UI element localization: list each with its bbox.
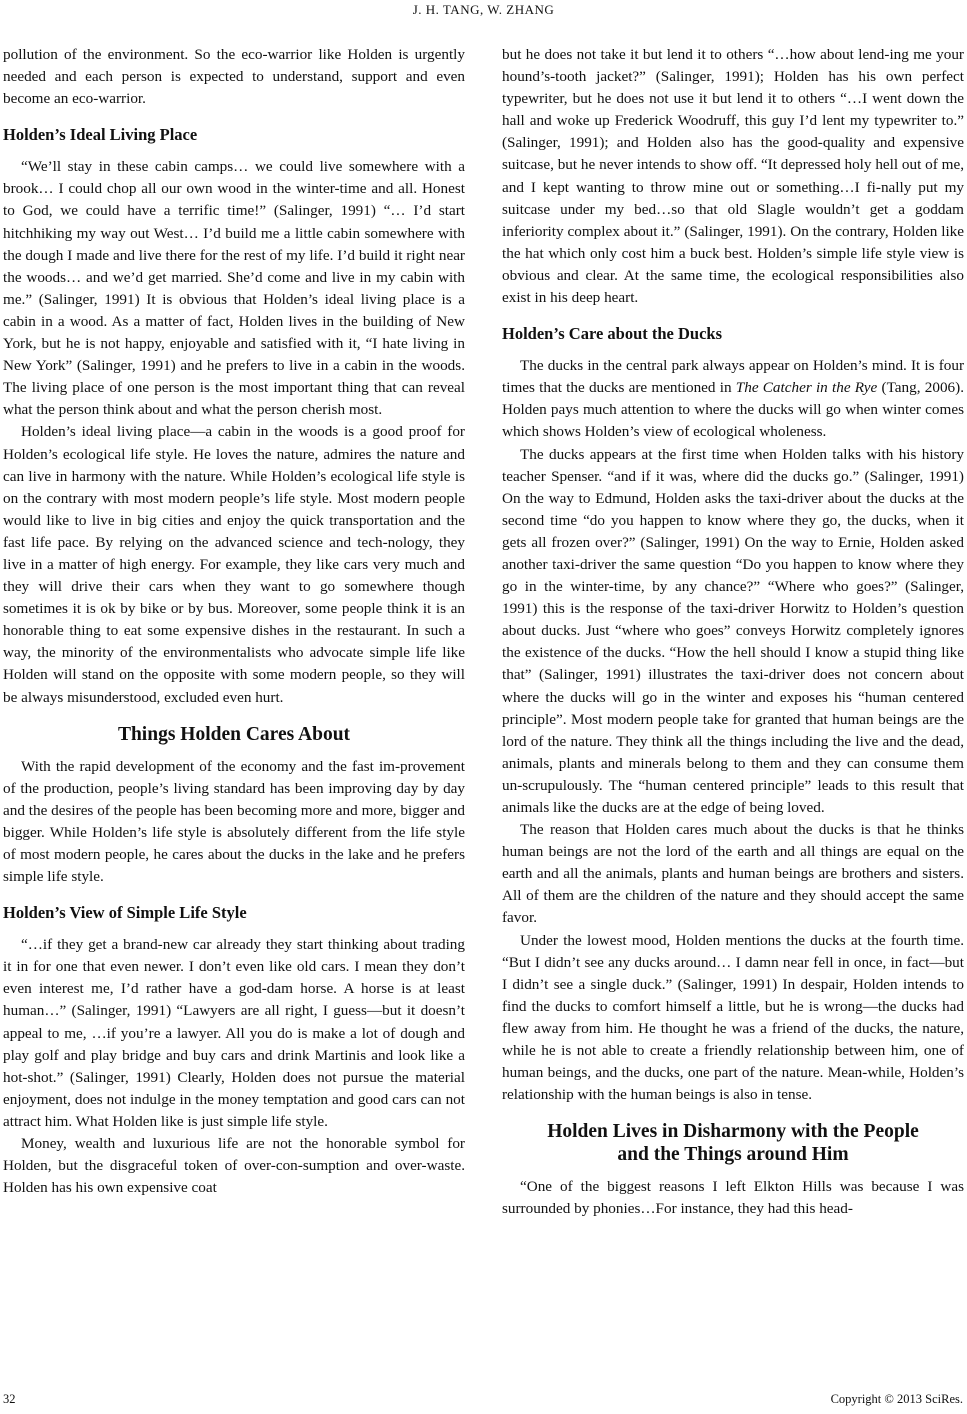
left-column <box>3 44 465 1199</box>
paragraph: “One of the biggest reasons I left Elkton Hills was because I was surrounded by phonies…For instance, they had this head- <box>502 1178 964 1218</box>
paragraph: The ducks appears at the first time when Holden talks with his history teacher Spenser. “and if it was, where did the ducks go.” (Salinger, 1991) On the way to Edmund, Holden asks the taxi-driver about the ducks at the second time “do you happen to know where they go, the ducks, when it gets all frozen over?” (Salinger, 1991) On the way to Ernie, Holden asked another taxi-driver the same question “Do you happen to know where they go in the winter-time, by any chance?” “Where who goes?” (Salinger, 1991) this is the response of the taxi-driver Horwitz to Holden’s question about ducks. Just “where who goes” conveys Horwitz completely ignores the existence of the ducks. “How the hell should I know a stupid thing like that” (Salinger, 1991) illustrates the taxi-driver does not concern about where the ducks will go in the winter and exposes his “human centered principle”. Most modern people take for granted that human beings are the lord of the nature. They think all the things including the live and the dead, animals, plants and minerals belong to them and they can consume them un-scrupulously. The “human centered principle” leads to this result that animals like the ducks are at the edge of being loved. <box>502 445 964 816</box>
paragraph: Money, wealth and luxurious life are not the honorable symbol for Holden, but the disgraceful token of over-con-sumption and over-waste. Holden has his own expensive coat <box>3 1135 465 1197</box>
running-head: J. H. TANG, W. ZHANG <box>412 2 555 17</box>
paragraph: With the rapid development of the economy and the fast im-provement of the production, people’s living standard has been improving day by day and the desires of the people has been becoming more and more, bigger and bigger. While Holden’s life style is absolutely different from the life style of most modern people, he cares about the ducks in the lake and he prefers simple life style. <box>3 757 465 886</box>
paragraph-text: The ducks in the central park always appear on Holden’s mind. It is four times that the ducks are mentioned in <box>502 357 964 397</box>
section-heading: Holden’s View of Simple Life Style <box>3 903 247 923</box>
paragraph-text: (Tang, 2006). Holden pays much attention to where the ducks will go when winter comes which shows Holden’s view of ecological wholeness. <box>502 379 964 441</box>
section-heading: Holden’s Care about the Ducks <box>502 324 723 344</box>
page-number: 32 <box>3 1392 16 1406</box>
paragraph: Holden’s ideal living place—a cabin in the woods is a good proof for Holden’s ecological life style. He loves the nature, admires the nature and can live in harmony with the nature. While Holden’s ecological life style is on the contrary with most modern people’s life style. Most modern people would like to live in big cities and enjoy the quick transportation and the fast life pace. By relying on the advanced science and tech-nology, they live in a matter of high energy. For example, they like cars very much and they will drive their cars when they want to go somewhere though sometimes it is ok by bike or by bus. Moreover, some people think it is an honorable thing to eat some expensive dishes in the restaurant. In such a way, the minority of the environmentalists who advocate simple life like Holden will stand on the opposite with some modern people, so they will be always misunderstood, excluded even hurt. <box>3 423 465 706</box>
paragraph: The reason that Holden cares much about the ducks is that he thinks human beings are not the lord of the earth and all things are equal on the earth and all the animals, plants and human beings are brothers and sisters. All of them are the children of the nature and they should accept the same favor. <box>502 821 964 927</box>
paragraph: but he does not take it but lend it to others “…how about lend-ing me your hound’s-tooth jacket?” (Salinger, 1991); Holden has his own perfect typewriter, but he does not use it but lend it to others “…I went down the hall and woke up Frederick Woodruff, this guy I’d lent my typewriter to.” (Salinger, 1991); and Holden also has the good-quality and expensive suitcase, but he never intends to show off. “It depressed holy hell out of me, and I kept wanting to throw mine out or something…I fi-nally put my suitcase under my bed…so that old Slagle wouldn’t get a goddam inferiority complex about it.” (Salinger, 1991). On the contrary, Holden like the hat which only cost him a buck best. Holden’s simple life style view is obvious and clear. At the same time, the ecological responsibilities also exist in his deep heart. <box>502 46 964 307</box>
heading-line: Holden Lives in Disharmony with the People <box>547 1121 919 1143</box>
paragraph: “We’ll stay in these cabin camps… we could live somewhere with a brook… I could chop all our own wood in the winter-time and all. Honest to God, we could have a terrific time!” (Salinger, 1991) “… I’d start hitchhiking my way out West… I’d build me a little cabin somewhere with the dough I made and live there for the rest of my life. I’d build it right near the woods… and we’d get married. She’d come and live in my cabin with me.” (Salinger, 1991) It is obvious that Holden’s ideal living place is a cabin in a wood. As a matter of fact, Holden lives in the building of New York, but he is not happy, enjoyable and satisfied with it, “I hate living in New York” (Salinger, 1991) and he prefers to live in a cabin in the woods. The living place of one person is the most important thing that can reveal what the person think about and what the person cherish most. <box>3 158 465 419</box>
paragraph: Under the lowest mood, Holden mentions the ducks at the fourth time. “But I didn’t see any ducks around… I damn near fell in once, in fact—but I didn’t see a single duck.” (Salinger, 1991) In despair, Holden intends to find the ducks to comfort himself a little, but he is wrong—the ducks had flew away from him. He thought he was a friend of the ducks, the nature, while he is not able to create a friendly relationship between him, one of human beings, and the ducks, one part of the nature. Mean-while, Holden’s relationship with the human beings is also in tense. <box>502 931 964 1104</box>
section-heading: Holden’s Ideal Living Place <box>3 125 198 145</box>
section-heading <box>502 1120 964 1166</box>
right-column <box>502 44 964 1221</box>
section-heading: Things Holden Cares About <box>117 723 351 745</box>
paragraph: “…if they get a brand-new car already they start thinking about trading it in for one that even newer. I don’t even like old cars. I mean they don’t even interest me, I’d rather have a god-dam horse. A horse is at least human…” (Salinger, 1991) “Lawyers are all right, I guess—but it doesn’t appeal to me, …if you’re a lawyer. All you do is make a lot of dough and play golf and play bridge and buy cars and drink Martinis and look like a hot-shot.” (Salinger, 1991) Clearly, Holden does not pursue the material enjoyment, does not indulge in the money temptation and good cars can not attract him. What Holden like is just simple life style. <box>3 936 465 1130</box>
paragraph: pollution of the environment. So the eco-warrior like Holden is urgently needed and each person is expected to understand, support and even become an eco-warrior. <box>3 46 465 108</box>
book-title: The Catcher in the Rye <box>735 379 878 397</box>
heading-line: and the Things around Him <box>617 1144 849 1166</box>
copyright-notice: Copyright © 2013 SciRes. <box>830 1392 963 1406</box>
paragraph <box>502 355 964 443</box>
